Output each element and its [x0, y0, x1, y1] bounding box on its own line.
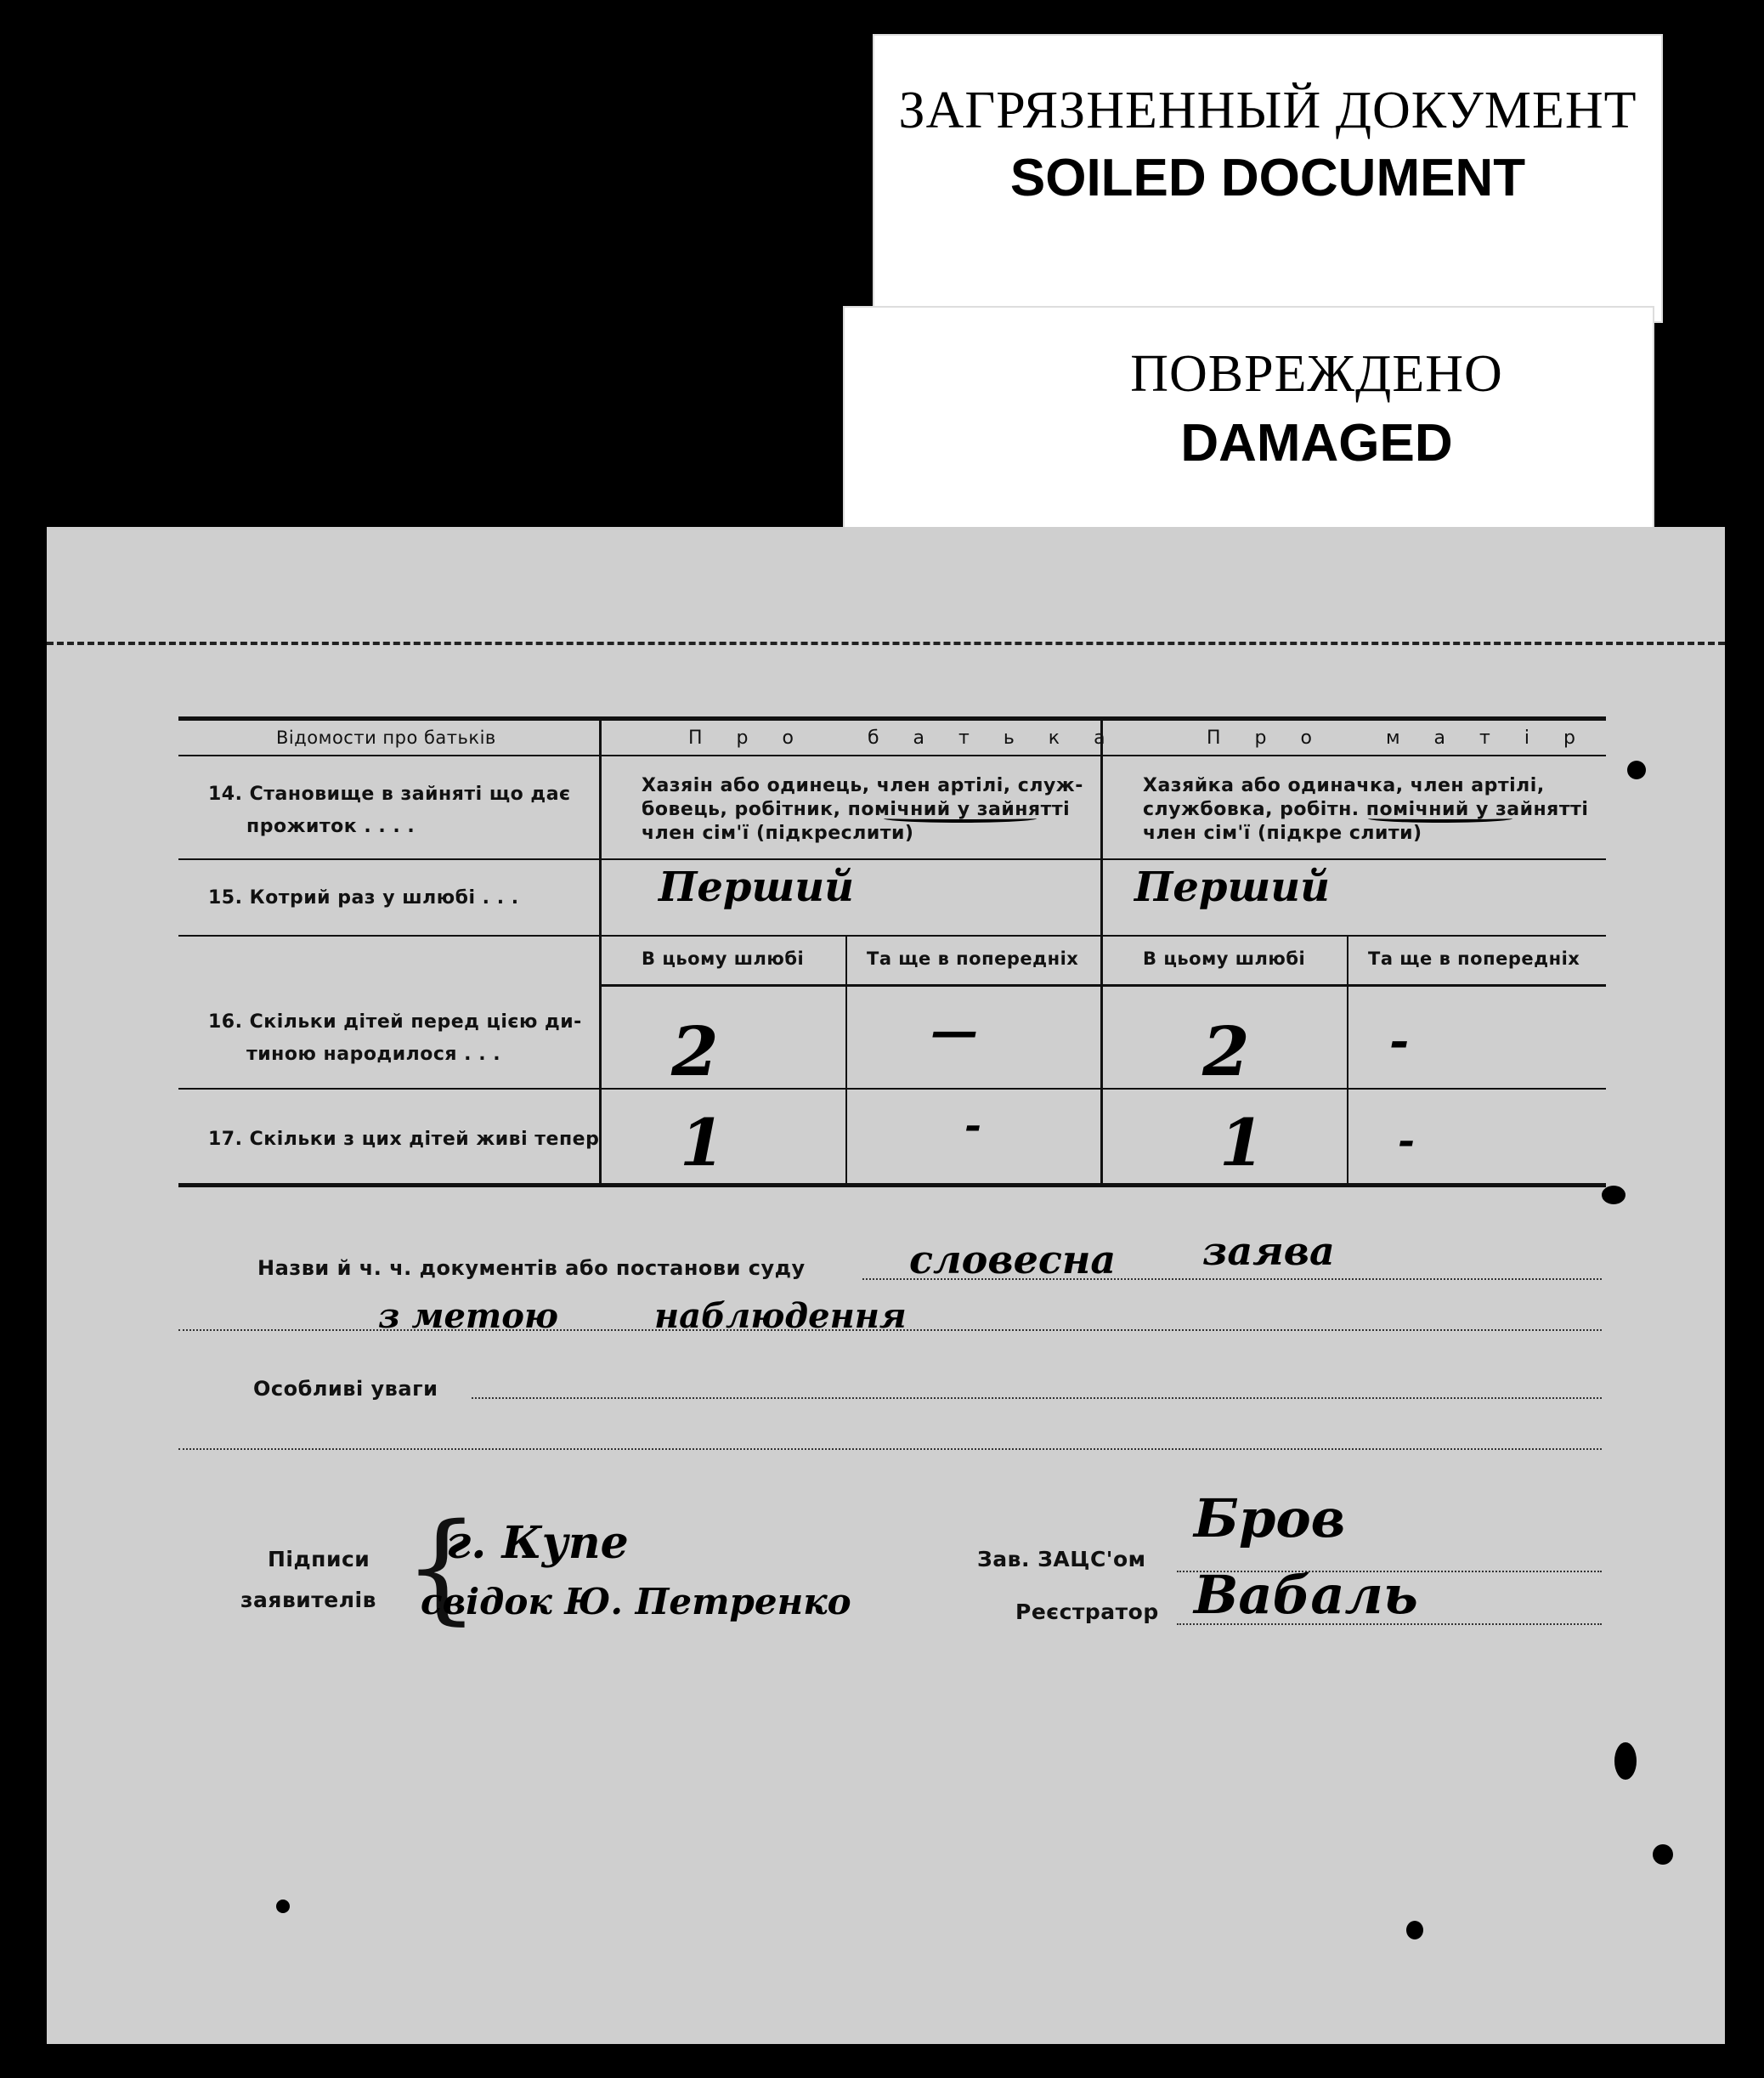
row17-label: 17. Скільки з цих дітей живі тепер: [208, 1129, 600, 1150]
row14-mother-options-2: службовка, робітн. помічний у зайнятті: [1143, 799, 1589, 820]
row15-label: 15. Котрий раз у шлюбі . . .: [208, 887, 519, 909]
damaged-label: [843, 306, 1654, 531]
damaged-label-en: DAMAGED: [1180, 414, 1453, 473]
soiled-document-label: [873, 34, 1663, 323]
mother-underline-mark: [1368, 814, 1512, 823]
row14-divider: [178, 858, 1606, 860]
row16-label-cont: тиною народилося . . .: [246, 1044, 501, 1065]
row14-mother-options-1: Хазяйка або одиначка, член артілі,: [1143, 775, 1545, 796]
header-about-father: Про батька: [688, 728, 1139, 749]
soiled-label-en: SOILED DOCUMENT: [1009, 149, 1526, 207]
header-parents-info: Відомости про батьків: [276, 728, 496, 748]
row16-divider: [178, 1088, 1606, 1090]
mother-col-previous: Та ще в попередніх: [1368, 948, 1580, 969]
damage-spot: [1614, 1742, 1637, 1780]
damage-spot: [1406, 1921, 1423, 1939]
father-underline-mark: [884, 814, 1037, 823]
row14-label: 14. Становище в зайняті що дає: [208, 784, 571, 805]
applicant-signature-1: г. Купе: [446, 1517, 629, 1569]
row14-father-options-2: бовець, робітник, помічний у зайнятті: [642, 799, 1071, 820]
notes-line-1: [472, 1397, 1602, 1399]
row16-mother-prev: -: [1389, 1013, 1410, 1069]
row16-mother-this: 2: [1202, 1011, 1250, 1091]
row14-father-options-1: Хазяін або одинець, член артілі, служ-: [642, 775, 1083, 796]
applicant-signature-2: свідок Ю. Петренко: [421, 1581, 851, 1622]
row17-mother-this: 1: [1219, 1105, 1264, 1181]
registrar-signature: Вабаль: [1194, 1564, 1418, 1626]
header-about-mother: Про матір: [1207, 728, 1609, 749]
head-label: Зав. ЗАЦС'ом: [977, 1547, 1146, 1571]
row15-father-handwritten: Перший: [659, 863, 855, 911]
documents-label: Назви й ч. ч. документів або постанови суду: [257, 1256, 806, 1280]
document-sheet: [47, 527, 1725, 2044]
father-col-this-marriage: В цьому шлюбі: [642, 948, 805, 969]
notes-label: Особливі уваги: [253, 1377, 438, 1401]
damage-spot: [276, 1900, 290, 1913]
registrar-label: Реєстратор: [1015, 1600, 1159, 1624]
col-divider-mother-sub: [1347, 937, 1348, 1186]
documents-hw-1a: словесна: [909, 1237, 1117, 1282]
damaged-label-ru: ПОВРЕЖДЕНО: [1130, 345, 1503, 403]
table-bottom-border: [178, 1183, 1606, 1187]
row17-father-this: 1: [680, 1105, 725, 1181]
row16-label: 16. Скільки дітей перед цією ди-: [208, 1011, 582, 1033]
table-header-divider: [178, 755, 1606, 756]
row17-father-prev: -: [964, 1101, 981, 1149]
documents-hw-1b: заява: [1202, 1228, 1335, 1274]
damage-spot: [1602, 1186, 1625, 1204]
row17-mother-prev: -: [1398, 1117, 1415, 1164]
signatures-label-2: заявителів: [240, 1588, 376, 1612]
row15-mother-handwritten: Перший: [1134, 863, 1331, 911]
mother-col-this-marriage: В цьому шлюбі: [1143, 948, 1306, 969]
notes-line-2: [178, 1448, 1602, 1450]
row14-mother-options-3: член сім'ї (підкре слити): [1143, 823, 1422, 844]
head-signature: Бров: [1194, 1487, 1346, 1549]
signatures-brace: {: [404, 1498, 480, 1637]
documents-hw-2a: з метою: [378, 1296, 558, 1336]
damage-spot: [1627, 761, 1646, 779]
soiled-label-ru: ЗАГРЯЗНЕННЫЙ ДОКУМЕНТ: [898, 82, 1637, 139]
row14-label-cont: прожиток . . . .: [246, 816, 416, 837]
row16-father-this: 2: [671, 1011, 719, 1091]
damage-spot: [1653, 1844, 1673, 1865]
father-col-previous: Та ще в попередніх: [867, 948, 1079, 969]
col-divider-father-sub: [845, 937, 847, 1186]
row14-father-options-3: член сім'ї (підкреслити): [642, 823, 914, 844]
table-top-border: [178, 716, 1606, 721]
row16-father-prev: —: [930, 1003, 978, 1059]
perforation-line: [47, 642, 1725, 645]
documents-hw-2b: наблюдення: [654, 1296, 907, 1336]
col-divider-1: [599, 721, 602, 1186]
signatures-label: Підписи: [268, 1547, 370, 1571]
row15-divider: [178, 935, 1606, 937]
col-divider-2: [1100, 721, 1103, 1186]
